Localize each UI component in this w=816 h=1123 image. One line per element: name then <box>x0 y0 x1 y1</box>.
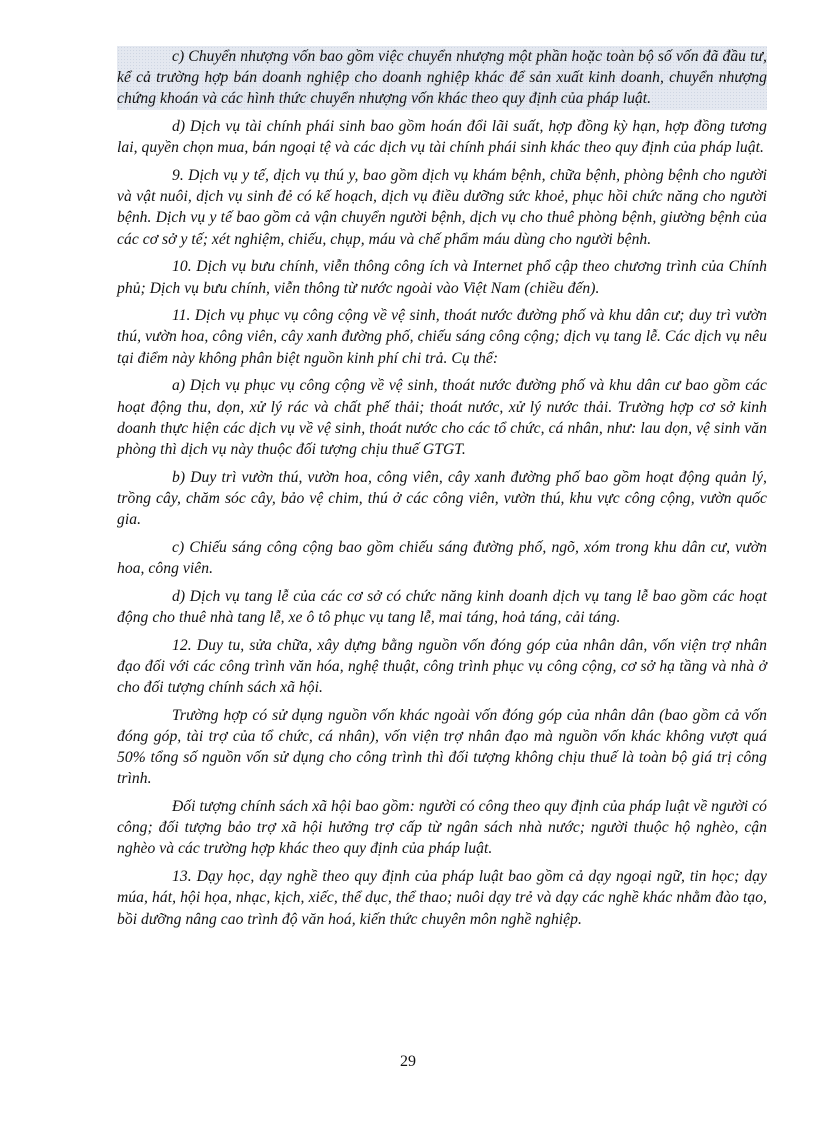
paragraph-other-funding: Trường hợp có sử dụng nguồn vốn khác ngoài vốn đóng góp của nhân dân (bao gồm cả vốn đóng góp, tài trợ của tổ chức, cá nhân), vốn viện trợ nhân đạo mà nguồn vốn khác không vượt quá 50% tổng số nguồn vốn sử dụng cho công trình thì đối tượng không chịu thuế là toàn bộ giá trị công trình. <box>117 706 767 788</box>
paragraph-11a-sanitation: a) Dịch vụ phục vụ công cộng về vệ sinh, thoát nước đường phố và khu dân cư bao gồm các hoạt động thu, dọn, xử lý rác và chất phế thải; thoát nước, xử lý nước thải. Trường hợp cơ sở kinh doanh thực hiện các dịch vụ về vệ sinh, thoát nước cho các tổ chức, cá nhân, như: lau dọn, vệ sinh văn phòng thì dịch vụ này thuộc đối tượng chịu thuế GTGT. <box>117 377 767 458</box>
paragraph-capital-transfer: c) Chuyển nhượng vốn bao gồm việc chuyển nhượng một phần hoặc toàn bộ số vốn đã đầu tư, kể cả trường hợp bán doanh nghiệp cho doanh nghiệp khác để sản xuất kinh doanh, chuyển nhượng chứng khoán và các hình thức chuyển nhượng vốn khác theo quy định của pháp luật. <box>117 46 767 110</box>
paragraph-item-10-postal: 10. Dịch vụ bưu chính, viễn thông công ích và Internet phổ cập theo chương trình của Chính phủ; Dịch vụ bưu chính, viễn thông từ nước ngoài vào Việt Nam (chiều đến). <box>117 258 767 297</box>
paragraph-item-9-medical: 9. Dịch vụ y tế, dịch vụ thú y, bao gồm dịch vụ khám bệnh, chữa bệnh, phòng bệnh cho người và vật nuôi, dịch vụ sinh đẻ có kế hoạch, dịch vụ điều dưỡng sức khoẻ, phục hồi chức năng cho người bệnh. Dịch vụ y tế bao gồm cả vận chuyển người bệnh, dịch vụ cho thuê phòng bệnh, giường bệnh của các cơ sở y tế; xét nghiệm, chiếu, chụp, máu và chế phẩm máu dùng cho người bệnh. <box>117 167 767 248</box>
paragraph-derivatives: d) Dịch vụ tài chính phái sinh bao gồm hoán đổi lãi suất, hợp đồng kỳ hạn, hợp đồng tương lai, quyền chọn mua, bán ngoại tệ và các dịch vụ tài chính phái sinh khác theo quy định của pháp luật. <box>117 118 767 157</box>
paragraph-item-12-construction: 12. Duy tu, sửa chữa, xây dựng bằng nguồn vốn đóng góp của nhân dân, vốn viện trợ nhân đạo đối với các công trình văn hóa, nghệ thuật, công trình phục vụ công cộng, cơ sở hạ tầng và nhà ở cho đối tượng chính sách xã hội. <box>117 636 767 696</box>
paragraph-item-13-education: 13. Dạy học, dạy nghề theo quy định của pháp luật bao gồm cả dạy ngoại ngữ, tin học; dạy múa, hát, hội họa, nhạc, kịch, xiếc, thể dục, thể thao; nuôi dạy trẻ và dạy các nghề khác nhằm đào tạo, bồi dưỡng nâng cao trình độ văn hoá, kiến thức chuyên môn nghề nghiệp. <box>117 868 767 928</box>
document-page <box>117 46 767 936</box>
paragraph-11c-lighting: c) Chiếu sáng công cộng bao gồm chiếu sáng đường phố, ngõ, xóm trong khu dân cư, vườn hoa, công viên. <box>117 538 767 577</box>
paragraph-policy-beneficiaries: Đối tượng chính sách xã hội bao gồm: người có công theo quy định của pháp luật về người có công; đối tượng bảo trợ xã hội hưởng trợ cấp từ ngân sách nhà nước; người thuộc hộ nghèo, cận nghèo và các trường hợp khác theo quy định của pháp luật. <box>117 798 767 858</box>
paragraph-item-11-public-services: 11. Dịch vụ phục vụ công cộng về vệ sinh, thoát nước đường phố và khu dân cư; duy trì vườn thú, vườn hoa, công viên, cây xanh đường phố, chiếu sáng công cộng; dịch vụ tang lễ. Các dịch vụ nêu tại điểm này không phân biệt nguồn kinh phí chi trả. Cụ thể: <box>117 307 767 367</box>
page-number: 29 <box>400 1053 416 1070</box>
paragraph-11d-funeral: d) Dịch vụ tang lễ của các cơ sở có chức năng kinh doanh dịch vụ tang lễ bao gồm các hoạt động cho thuê nhà tang lễ, xe ô tô phục vụ tang lễ, mai táng, hoả táng, cải táng. <box>117 587 767 626</box>
paragraph-11b-parks: b) Duy trì vườn thú, vườn hoa, công viên, cây xanh đường phố bao gồm hoạt động quản lý, trồng cây, chăm sóc cây, bảo vệ chim, thú ở các công viên, vườn thú, khu vực công cộng, vườn quốc gia. <box>117 468 767 529</box>
